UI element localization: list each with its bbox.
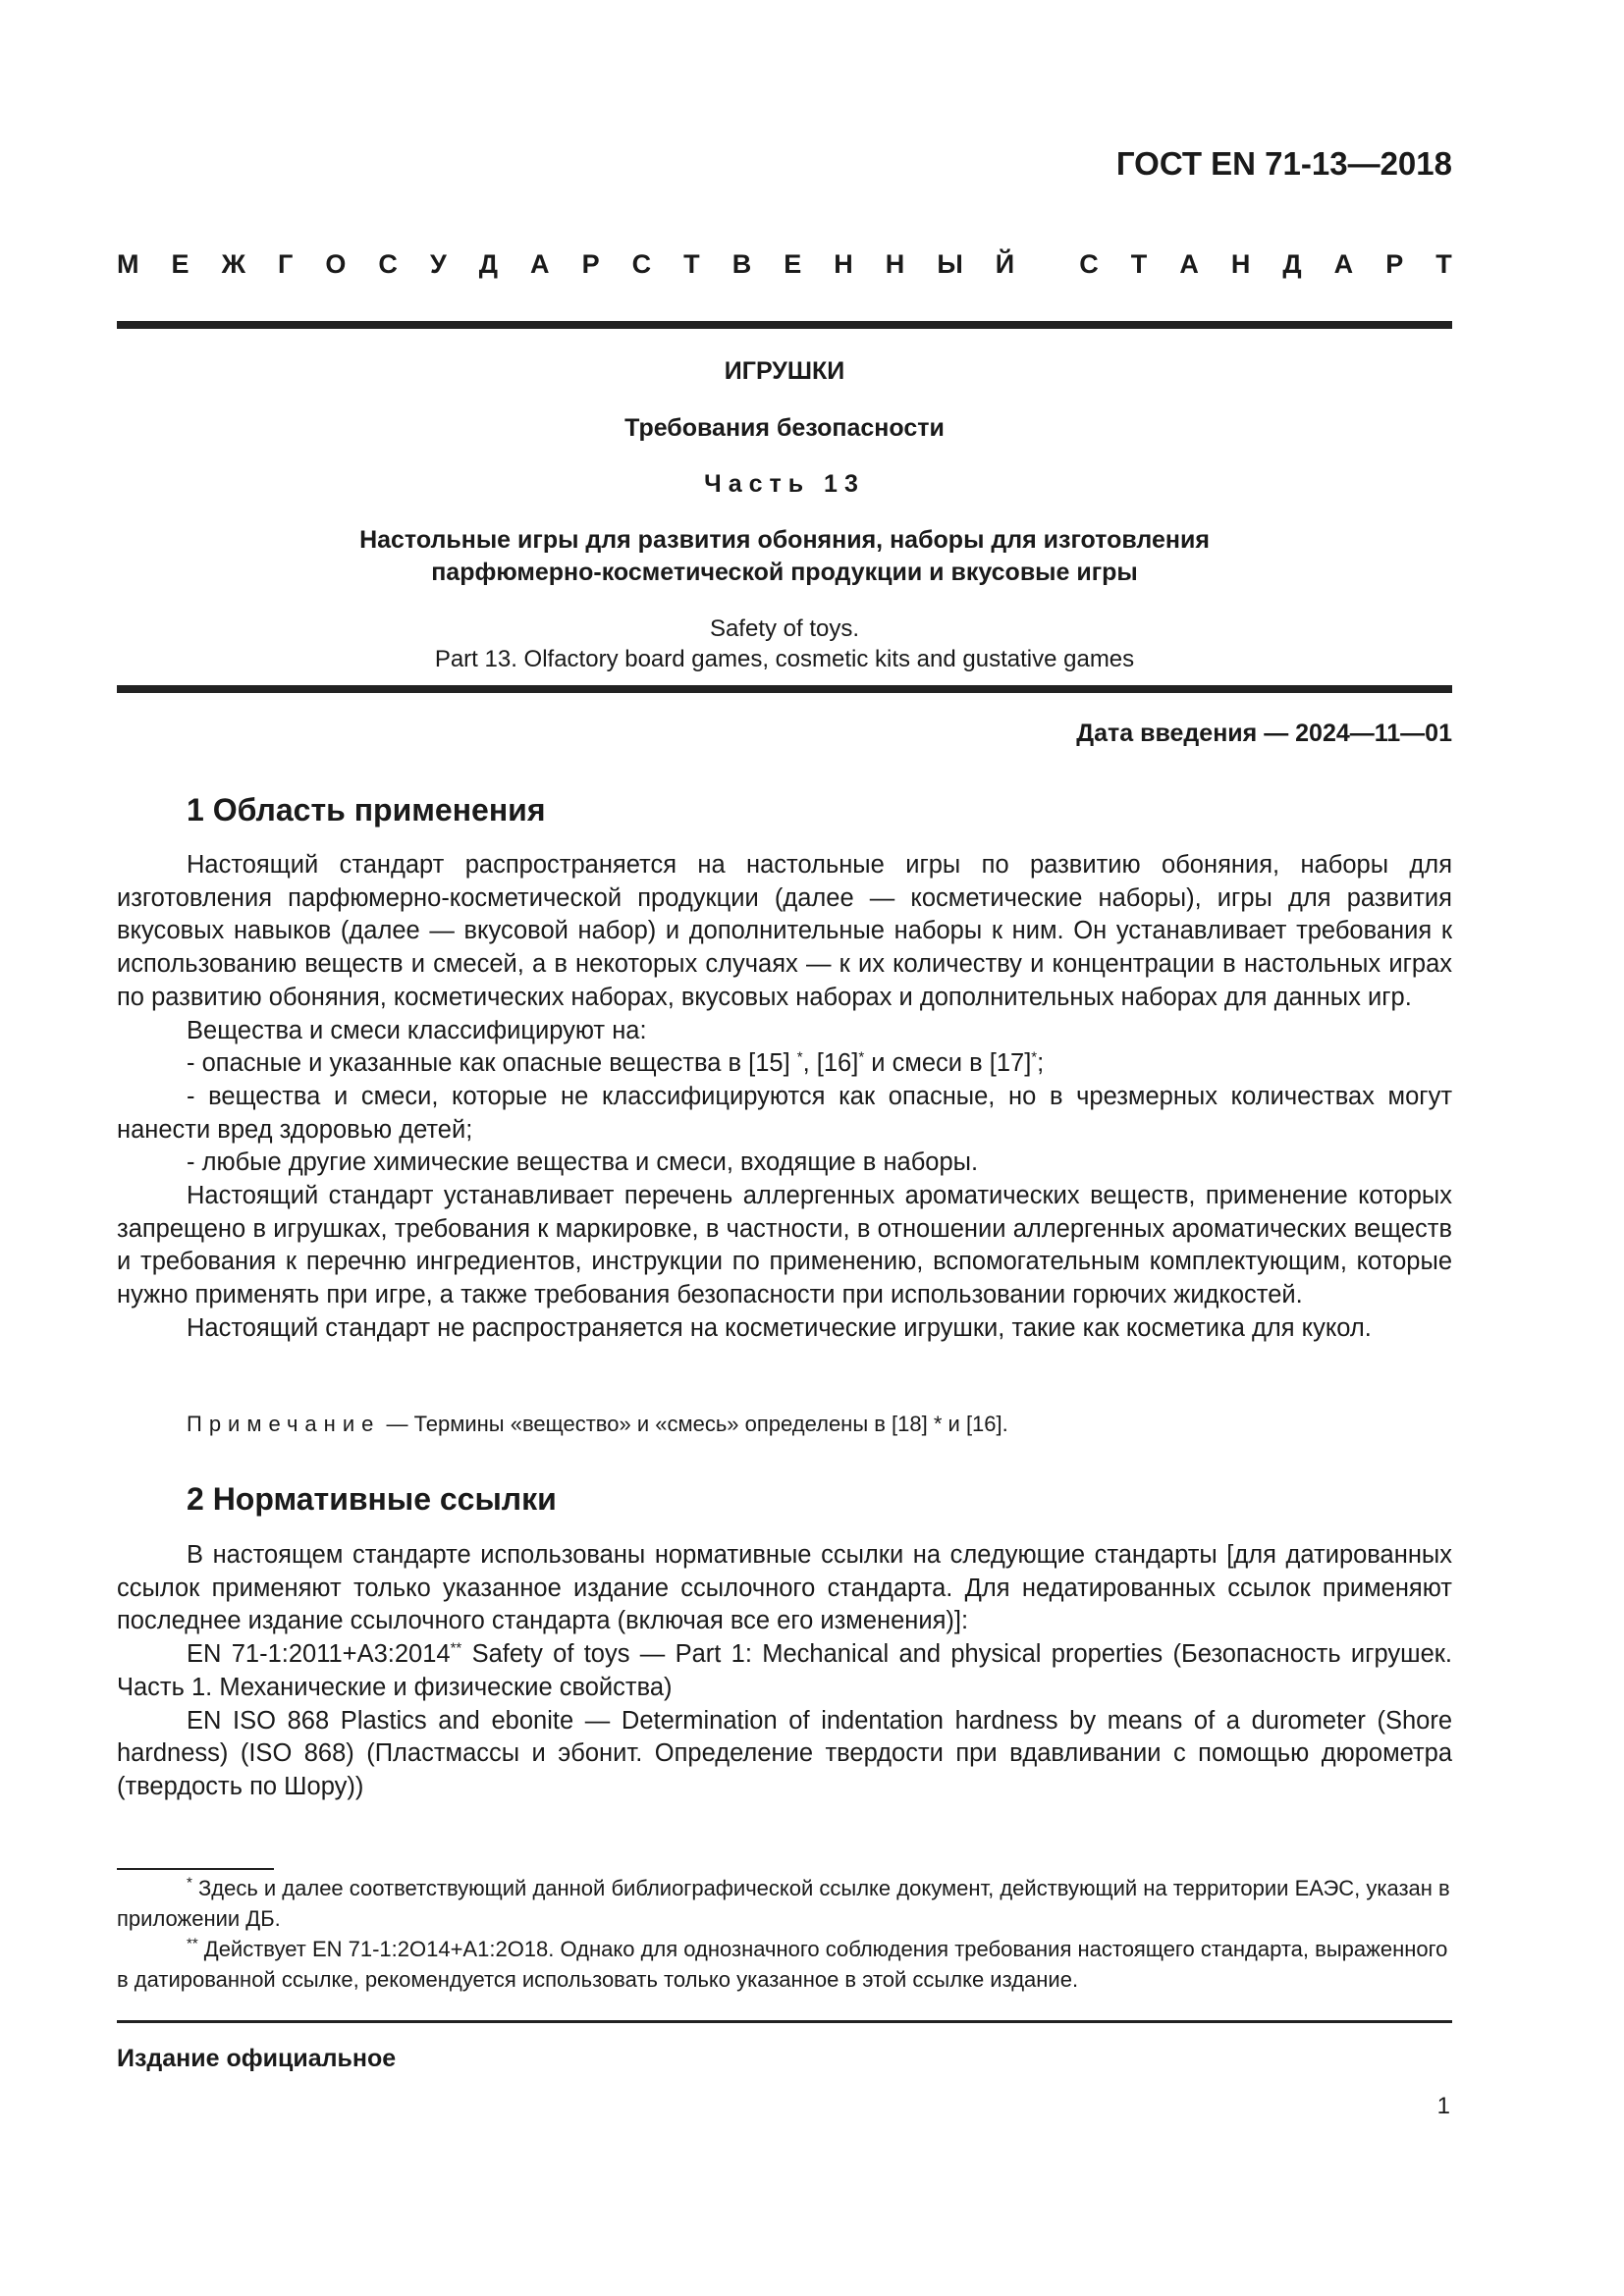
interstate-letter: А	[1333, 249, 1354, 279]
interstate-letter: О	[325, 249, 347, 279]
text-span: Safety of toys — Part 1: Mechanical and physical properties (Безопасность игрушек. Часть 1. Механические и физические свойства)	[117, 1640, 1452, 1701]
text-span: EN 71-1:2011+A3:2014	[187, 1640, 451, 1669]
title-main: ИГРУШКИ	[724, 357, 845, 385]
interstate-letter: В	[731, 249, 752, 279]
interstate-letter: Т	[1130, 249, 1148, 279]
footnote-rule	[117, 1868, 274, 1870]
interstate-letter: С	[1079, 249, 1099, 279]
section-1-heading: 1 Область применения	[187, 792, 546, 828]
text-span: - опасные и указанные как опасные вещества в [15]	[187, 1049, 797, 1078]
title-part: Часть 13	[704, 470, 865, 498]
title-part-line1: Настольные игры для развития обоняния, наборы для изготовления	[359, 526, 1210, 554]
interstate-letter: С	[631, 249, 652, 279]
interstate-letter: Д	[478, 249, 499, 279]
interstate-letter: Н	[885, 249, 905, 279]
section-1-list-item: - вещества и смеси, которые не классифицируются как опасные, но в чрезмерных количествах могут нанести вред здоровью детей;	[117, 1082, 1452, 1144]
interstate-letter: Т	[1435, 249, 1452, 279]
footnote-1	[117, 1873, 1452, 1934]
text-span: , [16]	[802, 1049, 859, 1078]
text-span: и смеси в [17]	[864, 1049, 1032, 1078]
section-1-list-item	[117, 1047, 1452, 1081]
section-2-reference	[117, 1638, 1452, 1704]
interstate-letter: Е	[171, 249, 189, 279]
footnote-mark: **	[187, 1935, 198, 1952]
interstate-letter: Ж	[221, 249, 245, 279]
note-label: Примечание	[187, 1412, 381, 1436]
section-1-note	[187, 1412, 1008, 1437]
page-number: 1	[1436, 2093, 1450, 2119]
section-1-list-item: - любые другие химические вещества и смеси, входящие в наборы.	[187, 1148, 979, 1177]
date-of-introduction: Дата введения — 2024—11—01	[1076, 720, 1452, 747]
footnote-2	[117, 1934, 1452, 1995]
interstate-letter: Р	[581, 249, 600, 279]
section-1-body	[117, 849, 1452, 1346]
footnote-text: Здесь и далее соответствующий данной библиографической ссылке документ, действующий на территории ЕАЭС, указан в приложении ДБ.	[117, 1876, 1450, 1931]
interstate-letter: Н	[1230, 249, 1251, 279]
footer-rule	[117, 2020, 1452, 2023]
title-rule	[117, 685, 1452, 693]
header-rule	[117, 321, 1452, 329]
footnote-ref: *	[858, 1048, 865, 1066]
footnote-text: Действует EN 71-1:2O14+A1:2O18. Однако для однозначного соблюдения требования настоящего стандарта, выраженного в датированной ссылке, рекомендуется использовать только указанное в этой ссылке издание.	[117, 1937, 1448, 1992]
interstate-letter: Г	[278, 249, 294, 279]
title-en-line1: Safety of toys.	[709, 615, 860, 642]
interstate-letter: А	[530, 249, 550, 279]
section-2-reference: EN ISO 868 Plastics and ebonite — Determination of indentation hardness by means of a durometer (Shore hardness) (ISO 868) (Пластмассы и эбонит. Определение твердости при вдавливании с помощью дюрометра (твердость по Шору))	[117, 1706, 1452, 1800]
section-1-paragraph: Настоящий стандарт устанавливает перечень аллергенных ароматических веществ, применение которых запрещено в игрушках, требования к маркировке, в частности, в отношении аллергенных ароматических веществ и требования к перечню ингредиентов, инструкции по применению, вспомогательным комплектующим, которые нужно применять при игре, а также требования безопасности при использовании горючих жидкостей.	[117, 1182, 1452, 1309]
title-sub: Требования безопасности	[624, 414, 945, 442]
interstate-letter: Т	[683, 249, 700, 279]
interstate-letter: М	[117, 249, 139, 279]
interstate-standard-label	[117, 249, 1452, 280]
section-2-body	[117, 1539, 1452, 1804]
section-1-paragraph: Настоящий стандарт не распространяется на косметические игрушки, такие как косметика для кукол.	[187, 1313, 1372, 1342]
footnote-mark: *	[187, 1874, 192, 1892]
section-2-heading: 2 Нормативные ссылки	[187, 1481, 557, 1517]
title-en-line2: Part 13. Olfactory board games, cosmetic kits and gustative games	[434, 646, 1135, 672]
interstate-letter: Е	[784, 249, 802, 279]
edition-label: Издание официальное	[117, 2045, 397, 2072]
note-text: — Термины «вещество» и «смесь» определены в [18] * и [16].	[380, 1412, 1008, 1436]
title-part-line2: парфюмерно-косметической продукции и вкусовые игры	[431, 559, 1138, 586]
interstate-letter: С	[378, 249, 398, 279]
footnote-ref: *	[1031, 1048, 1038, 1066]
interstate-letter: Н	[834, 249, 853, 279]
interstate-letter: У	[429, 249, 447, 279]
section-2-paragraph: В настоящем стандарте использованы нормативные ссылки на следующие стандарты [для датированных ссылок применяют только указанное издание ссылочного стандарта. Для недатированных ссылок применяют последнее издание ссылочного стандарта (включая все его изменения)]:	[117, 1541, 1452, 1635]
interstate-letter: А	[1179, 249, 1199, 279]
footnotes	[117, 1873, 1452, 1995]
section-1-paragraph: Вещества и смеси классифицируют на:	[187, 1016, 647, 1044]
interstate-letter: Ы	[937, 249, 963, 279]
standard-code: ГОСТ EN 71-13—2018	[1115, 145, 1452, 182]
footnote-ref: *	[796, 1048, 803, 1066]
text-span: ;	[1037, 1049, 1045, 1078]
interstate-letter: Д	[1282, 249, 1302, 279]
section-1-paragraph: Настоящий стандарт распространяется на настольные игры по развитию обоняния, наборы для изготовления парфюмерно-косметической продукции (далее — косметические наборы), игры для развития вкусовых навыков (далее — вкусовой набор) и дополнительные наборы к ним. Он устанавливает требования к использованию веществ и смесей, а в некоторых случаях — к их количеству и концентрации в настольных играх по развитию обоняния, косметических наборах, вкусовых наборах и дополнительных наборах для данных игр.	[117, 851, 1452, 1011]
interstate-letter: Й	[995, 249, 1015, 279]
interstate-letter: Р	[1385, 249, 1404, 279]
footnote-ref: **	[450, 1639, 462, 1657]
